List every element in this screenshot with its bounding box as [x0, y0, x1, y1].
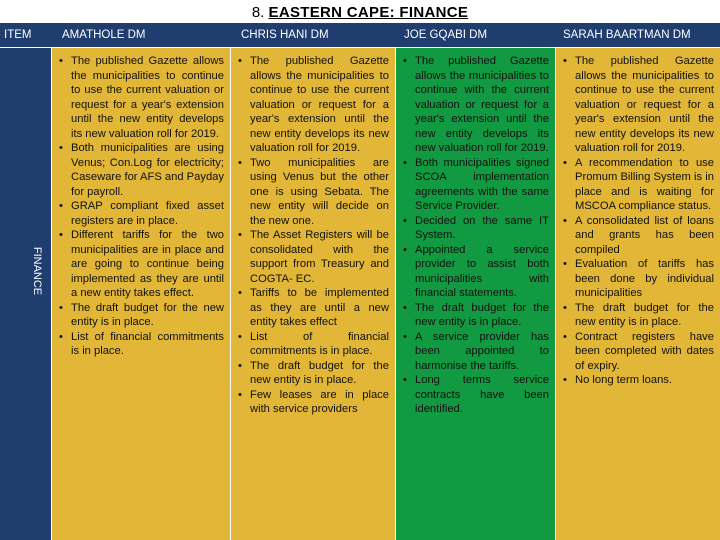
list-item: • The draft budget for the new entity is in place.	[58, 301, 224, 330]
list-item: • Contract registers have been completed with dates of expiry.	[562, 330, 714, 374]
list-item: • Long terms service contracts have been identified.	[402, 373, 549, 417]
title-number: 8.	[251, 4, 265, 21]
header-amathole: AMATHOLE DM	[62, 29, 146, 41]
amathole-list	[58, 54, 224, 359]
list-item: • Tariffs to be implemented as they are until a new entity takes effect	[237, 286, 389, 330]
header-sarah-baartman: SARAH BAARTMAN DM	[563, 29, 691, 41]
list-item: • The published Gazette allows the municipalities to continue to use the current valuation or request for a year's extension until the new entity develops its new valuation roll for 2019.	[58, 54, 224, 141]
list-item: • The published Gazette allows the municipalities to continue with the current valuation or request for a year's extension until the new entity develops its new valuation roll for 2019.	[402, 54, 549, 156]
header-joe-gqabi: JOE GQABI DM	[404, 29, 488, 41]
header-chris-hani: CHRIS HANI DM	[241, 29, 329, 41]
item-cell	[0, 48, 51, 540]
list-item: • The draft budget for the new entity is in place.	[402, 301, 549, 330]
list-item: • The published Gazette allows the municipalities to continue to use the current valuation or request for a year's extension until the new entity develops its new valuation roll for 2019.	[562, 54, 714, 156]
list-item: • The draft budget for the new entity is in place.	[237, 359, 389, 388]
title-text: EASTERN CAPE: FINANCE	[268, 4, 469, 21]
list-item: • GRAP compliant fixed asset registers are in place.	[58, 199, 224, 228]
table-header-row	[0, 23, 720, 47]
header-item: ITEM	[4, 29, 32, 41]
list-item: • The Asset Registers will be consolidated with the support from Treasury and COGTA- EC.	[237, 228, 389, 286]
list-item: • List of financial commitments is in place.	[237, 330, 389, 359]
list-item: • Appointed a service provider to assist both municipalities with financial statements.	[402, 243, 549, 301]
item-label-finance: FINANCE	[31, 246, 43, 296]
list-item: • Evaluation of tariffs has been done by individual municipalities	[562, 257, 714, 301]
list-item: • Few leases are in place with service providers	[237, 388, 389, 417]
list-item: • Both municipalities are using Venus; Con.Log for electricity; Caseware for AFS and Payday for payroll.	[58, 141, 224, 199]
list-item: • No long term loans.	[562, 373, 714, 388]
list-item: • The published Gazette allows the municipalities to continue to use the current valuation or request for a year's extension until the new entity develops its new valuation roll for 2019.	[237, 54, 389, 156]
list-item: • List of financial commitments is in place.	[58, 330, 224, 359]
list-item: • A service provider has been appointed to harmonise the tariffs.	[402, 330, 549, 374]
list-item: • Decided on the same IT System.	[402, 214, 549, 243]
list-item: • A recommendation to use Promum Billing System is in place and is waiting for MSCOA compliance status.	[562, 156, 714, 214]
amathole-cell	[52, 48, 230, 540]
list-item: • Both municipalities signed SCOA implementation agreements with the same Service Provider.	[402, 156, 549, 214]
chris-hani-cell	[231, 48, 395, 540]
list-item: • Different tariffs for the two municipalities are in place and are going to continue being implemented as they are until a new entity takes effect.	[58, 228, 224, 301]
list-item: • The draft budget for the new entity is in place.	[562, 301, 714, 330]
sarah-baartman-list	[562, 54, 714, 388]
sarah-baartman-cell	[556, 48, 720, 540]
list-item: • Two municipalities are using Venus but the other one is using Sebata. The new entity will decide on the new one.	[237, 156, 389, 229]
list-item: • A consolidated list of loans and grants has been compiled	[562, 214, 714, 258]
joe-gqabi-cell	[396, 48, 555, 540]
chris-hani-list	[237, 54, 389, 417]
joe-gqabi-list	[402, 54, 549, 417]
